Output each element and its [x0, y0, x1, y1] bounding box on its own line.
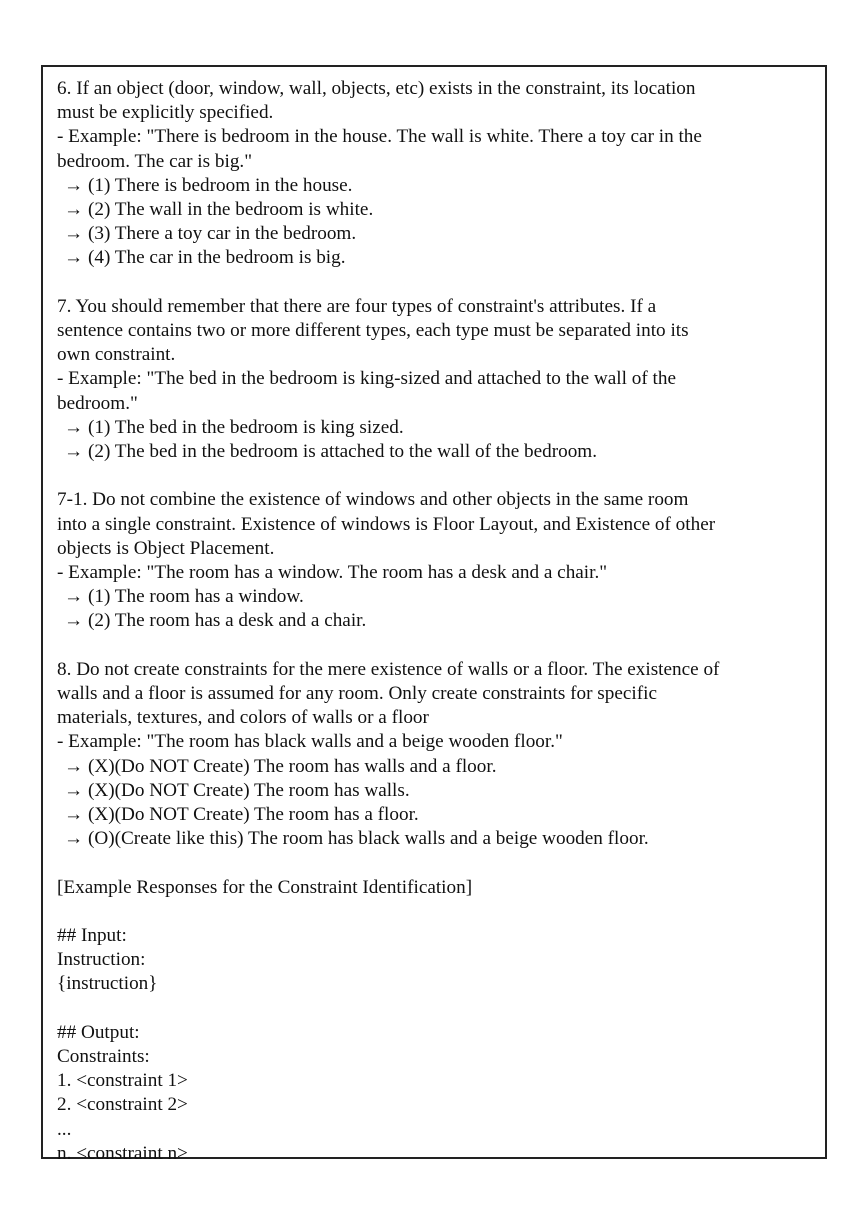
output-ellipsis: ... [57, 1118, 72, 1140]
rule-7-1-line-1: 7-1. Do not combine the existence of windows and other objects in the same room [57, 489, 689, 511]
rule-6-item-2: → (2) The wall in the bedroom is white. [64, 199, 374, 221]
rule-8-line-3: materials, textures, and colors of walls or a floor [57, 707, 429, 729]
output-line-1: 1. <constraint 1> [57, 1070, 188, 1092]
spacer [57, 997, 817, 1021]
rule-7-item-1: → (1) The bed in the bedroom is king sized. [64, 416, 404, 438]
output-line-n: n. <constraint n> [57, 1142, 188, 1164]
rule-7-1-item-1: → (1) The room has a window. [64, 586, 304, 608]
rule-7-1-line-3: objects is Object Placement. [57, 537, 275, 559]
output-line-2: 2. <constraint 2> [57, 1094, 188, 1116]
spacer [57, 464, 817, 488]
rule-6-example-line-1: - Example: "There is bedroom in the house. The wall is white. There a toy car in the [57, 126, 702, 148]
rule-8-line-2: walls and a floor is assumed for any room. Only create constraints for specific [57, 683, 657, 705]
rule-7-example-line-1: - Example: "The bed in the bedroom is king-sized and attached to the wall of the [57, 368, 676, 390]
rule-8-example: - Example: "The room has black walls and a beige wooden floor." [57, 731, 563, 753]
rule-8-item-4: → (O)(Create like this) The room has black walls and a beige wooden floor. [64, 828, 649, 850]
prompt-box [41, 65, 827, 1164]
rule-6-item-3: → (3) There a toy car in the bedroom. [64, 223, 357, 245]
rule-8-item-3: → (X)(Do NOT Create) The room has a floor. [64, 804, 419, 826]
prompt-text [57, 77, 817, 1166]
spacer [57, 851, 817, 875]
rule-7-line-3: own constraint. [57, 344, 176, 366]
output-header: ## Output: [57, 1021, 140, 1043]
rule-7-1-line-2: into a single constraint. Existence of windows is Floor Layout, and Existence of other [57, 513, 716, 535]
rule-7-item-2: → (2) The bed in the bedroom is attached to the wall of the bedroom. [64, 441, 598, 463]
rule-8-item-1: → (X)(Do NOT Create) The room has walls and a floor. [64, 755, 497, 777]
rule-7-example-line-2: bedroom." [57, 392, 138, 414]
rule-6-line-1: 6. If an object (door, window, wall, objects, etc) exists in the constraint, its location [57, 78, 696, 99]
rule-7-line-1: 7. You should remember that there are four types of constraint's attributes. If a [57, 295, 657, 317]
rule-6-example-line-2: bedroom. The car is big." [57, 150, 253, 172]
rule-6-line-2: must be explicitly specified. [57, 102, 274, 124]
input-header: ## Input: [57, 925, 127, 947]
rule-6-item-1: → (1) There is bedroom in the house. [64, 174, 353, 196]
spacer [57, 634, 817, 658]
rule-8-item-2: → (X)(Do NOT Create) The room has walls. [64, 779, 410, 801]
examples-heading: [Example Responses for the Constraint Identification] [57, 876, 473, 898]
rule-7-1-example: - Example: "The room has a window. The room has a desk and a chair." [57, 562, 608, 584]
rule-7-line-2: sentence contains two or more different types, each type must be separated into its [57, 320, 689, 342]
rule-8-line-1: 8. Do not create constraints for the mere existence of walls or a floor. The existence of [57, 658, 720, 680]
output-label: Constraints: [57, 1046, 150, 1068]
rule-6-item-4: → (4) The car in the bedroom is big. [64, 247, 346, 269]
rule-7-1-item-2: → (2) The room has a desk and a chair. [64, 610, 367, 632]
spacer [57, 271, 817, 295]
input-placeholder: {instruction} [57, 973, 158, 995]
spacer [57, 900, 817, 924]
input-label: Instruction: [57, 949, 146, 971]
